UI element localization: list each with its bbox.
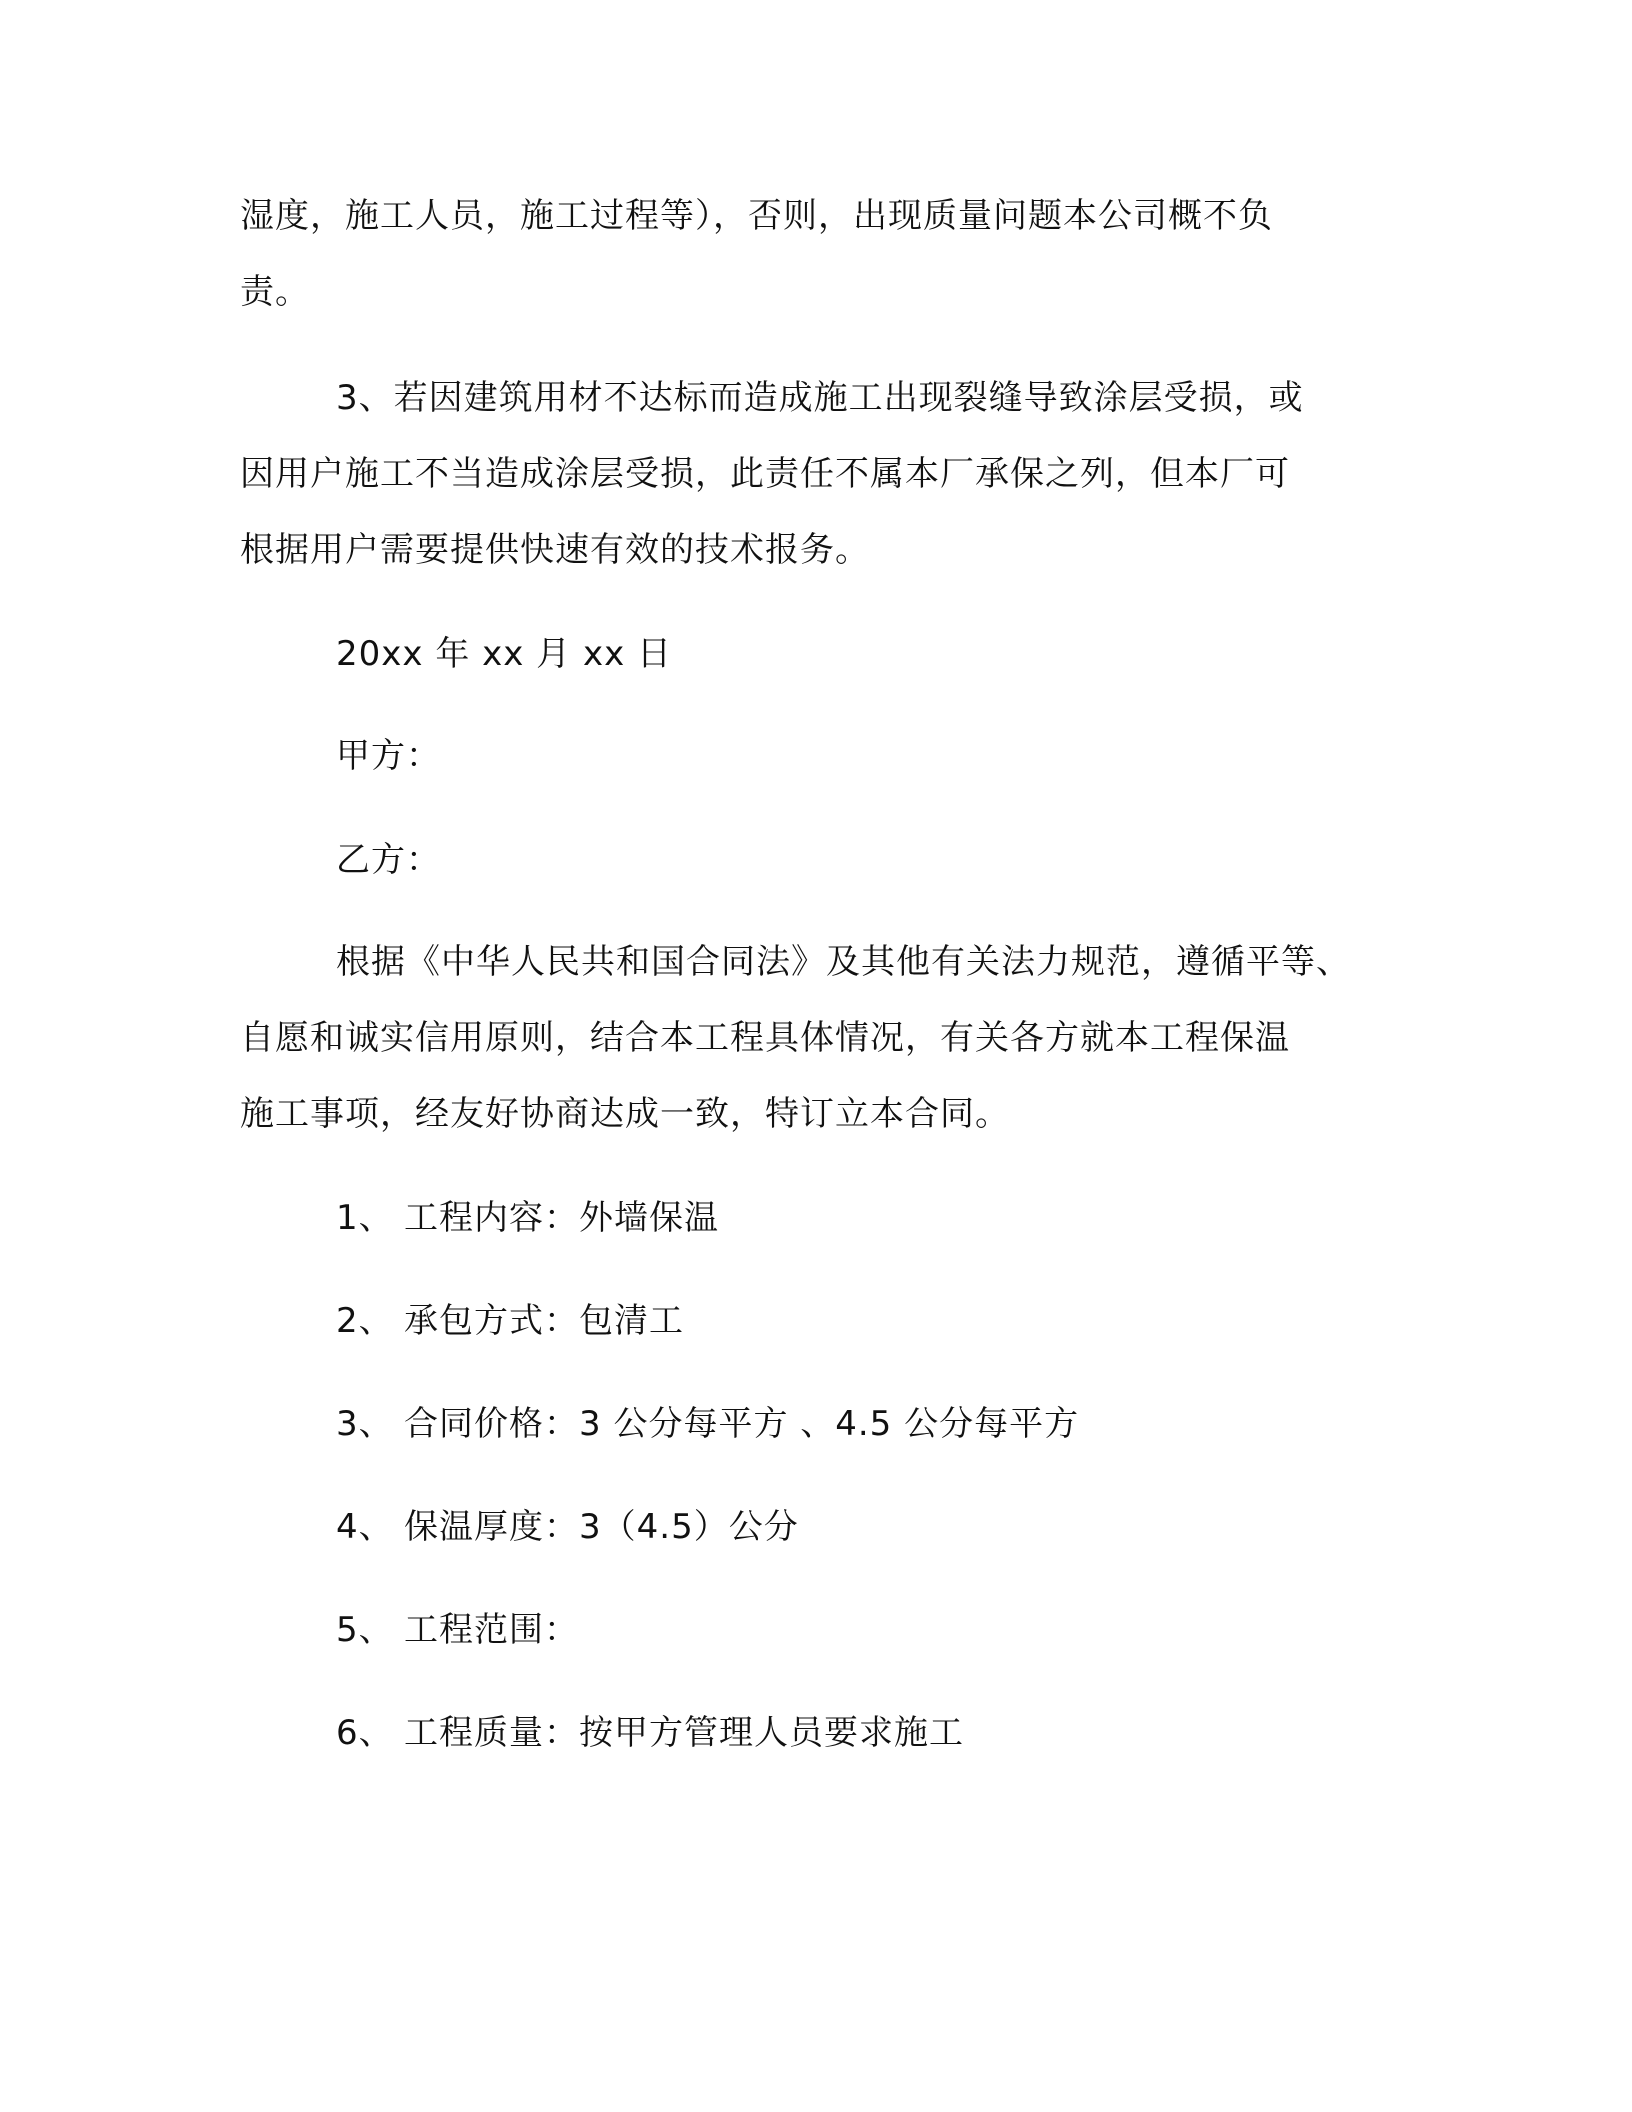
item-4 bbox=[240, 1489, 1390, 1565]
text-line: 施工事项，经友好协商达成一致，特订立本合同。 bbox=[240, 1094, 1010, 1134]
text-line: 湿度，施工人员，施工过程等），否则，出现质量问题本公司概不负 bbox=[240, 196, 1273, 236]
item-number: 1、 bbox=[336, 1198, 394, 1238]
item-3 bbox=[240, 1386, 1390, 1462]
item-1 bbox=[240, 1180, 1390, 1256]
party-a-label: 甲方： bbox=[336, 736, 441, 776]
list-item bbox=[240, 1695, 1390, 1771]
party-a-line bbox=[240, 718, 1390, 794]
item-text: 承包方式：包清工 bbox=[404, 1301, 684, 1341]
item-number: 4、 bbox=[336, 1507, 394, 1547]
date-line bbox=[240, 616, 1390, 692]
item-6 bbox=[240, 1695, 1390, 1771]
party-b-label: 乙方： bbox=[336, 840, 441, 880]
item-5 bbox=[240, 1592, 1390, 1668]
list-item bbox=[240, 1386, 1390, 1462]
list-item bbox=[240, 1489, 1390, 1565]
item-text: 保温厚度：3（4.5）公分 bbox=[404, 1507, 799, 1547]
paragraph-continuation bbox=[240, 178, 1390, 330]
clause-3 bbox=[240, 360, 1390, 588]
text-line: 责。 bbox=[240, 272, 310, 312]
list-item bbox=[240, 1180, 1390, 1256]
item-number: 2、 bbox=[336, 1301, 394, 1341]
text-line: 因用户施工不当造成涂层受损，此责任不属本厂承保之列，但本厂可 bbox=[240, 454, 1290, 494]
text-line: 自愿和诚实信用原则，结合本工程具体情况，有关各方就本工程保温 bbox=[240, 1018, 1290, 1058]
list-item bbox=[240, 1283, 1390, 1359]
item-number: 5、 bbox=[336, 1610, 394, 1650]
item-text: 工程范围： bbox=[404, 1610, 579, 1650]
item-text: 工程质量：按甲方管理人员要求施工 bbox=[404, 1713, 964, 1753]
list-item bbox=[240, 1592, 1390, 1668]
date-text: 20xx 年 xx 月 xx 日 bbox=[336, 634, 673, 674]
text-line: 3、若因建筑用材不达标而造成施工出现裂缝导致涂层受损，或 bbox=[336, 378, 1304, 418]
item-number: 6、 bbox=[336, 1713, 394, 1753]
preamble-paragraph bbox=[240, 924, 1390, 1152]
item-number: 3、 bbox=[336, 1404, 394, 1444]
item-text: 工程内容：外墙保温 bbox=[404, 1198, 719, 1238]
text-line: 根据用户需要提供快速有效的技术报务。 bbox=[240, 530, 870, 570]
item-2 bbox=[240, 1283, 1390, 1359]
item-text: 合同价格：3 公分每平方 、4.5 公分每平方 bbox=[404, 1404, 1080, 1444]
text-line: 根据《中华人民共和国合同法》及其他有关法力规范，遵循平等、 bbox=[336, 942, 1351, 982]
party-b-line bbox=[240, 822, 1390, 898]
